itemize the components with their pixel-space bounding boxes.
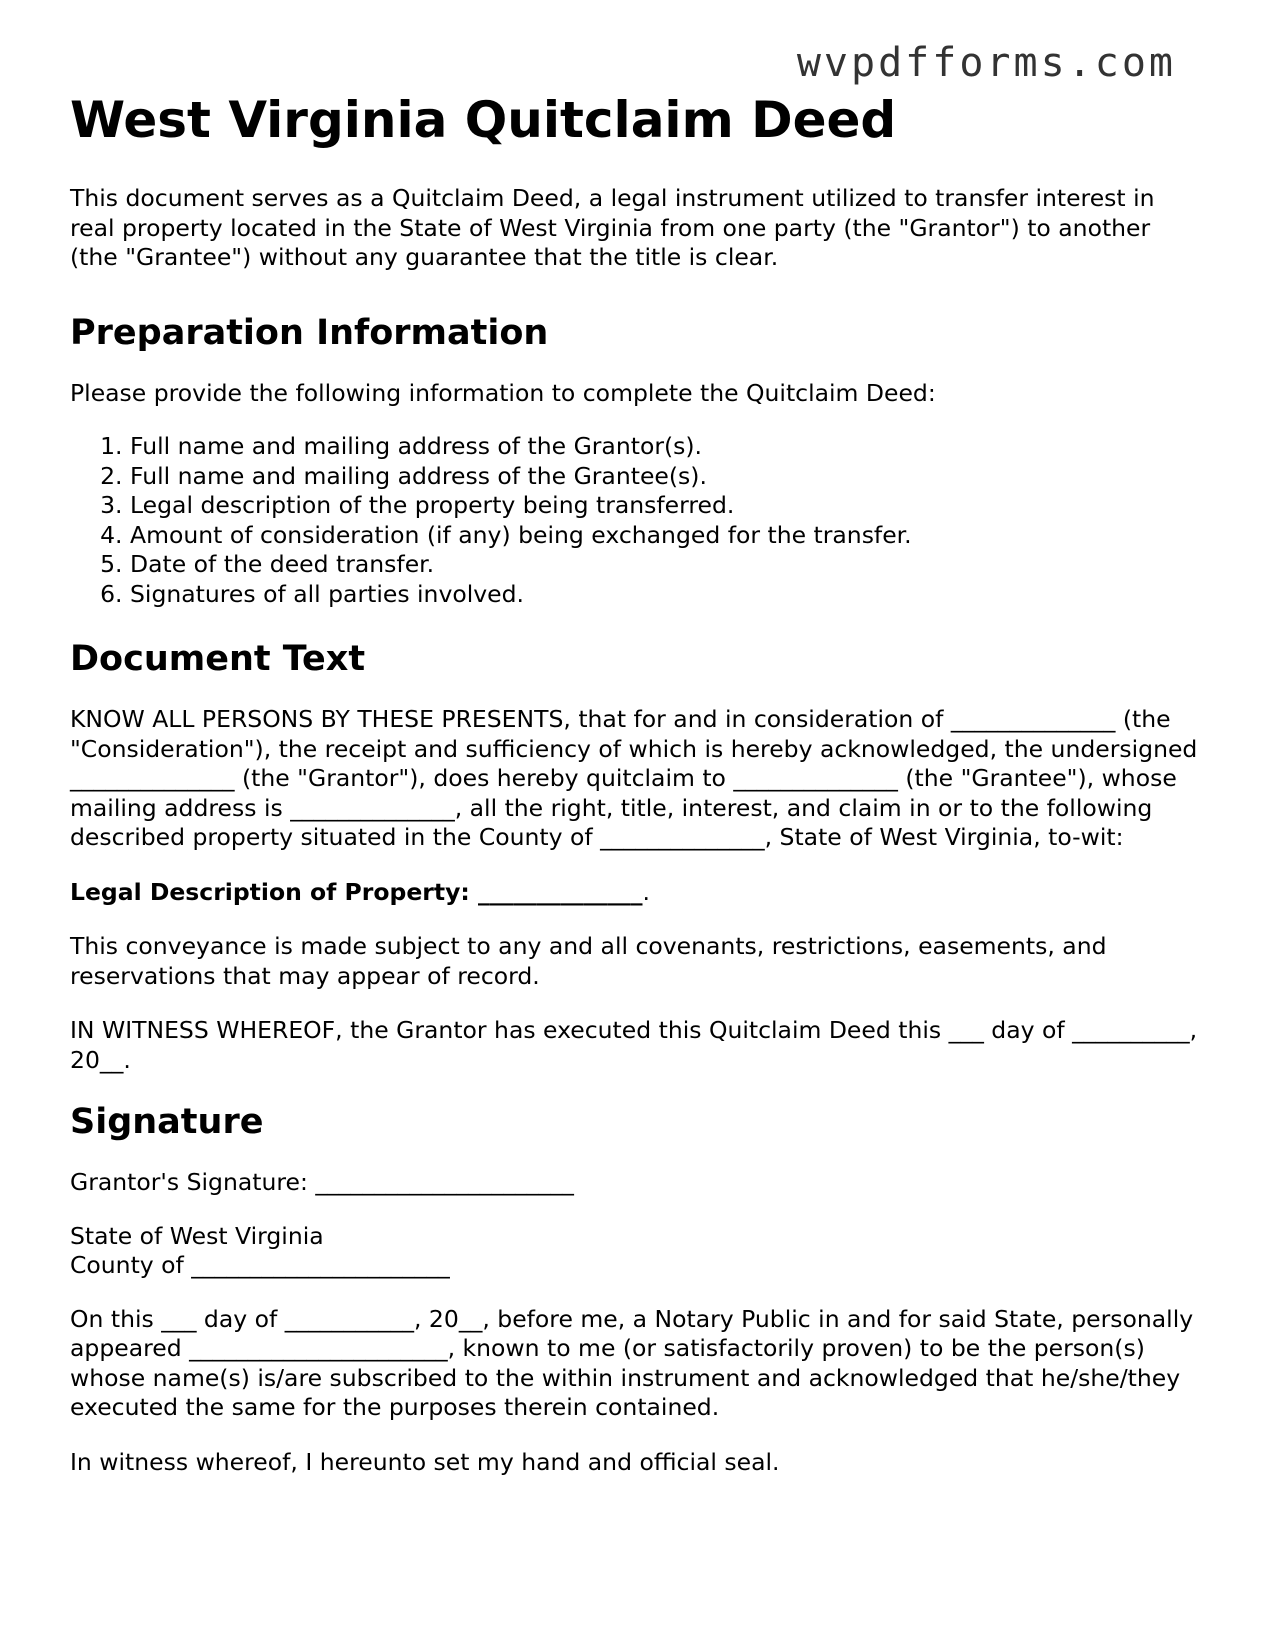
list-item: 5. Date of the deed transfer. xyxy=(130,550,1200,580)
state-county-block xyxy=(70,1222,1200,1281)
legal-description-line xyxy=(70,878,1200,908)
document-text-heading: Document Text xyxy=(70,639,366,679)
witness-paragraph: IN WITNESS WHEREOF, the Grantor has executed this Quitclaim Deed this ___ day of __________, 20__. xyxy=(70,1016,1198,1074)
legal-description-label: Legal Description of Property: ______________ xyxy=(70,877,643,906)
intro-paragraph: This document serves as a Quitclaim Deed, a legal instrument utilized to transfer interest in real property located in the State of West Virginia from one party (the "Grantor") to another (the "Grantee") without any guarantee that the title is clear. xyxy=(70,184,1155,271)
list-item: 4. Amount of consideration (if any) being exchanged for the transfer. xyxy=(130,521,1200,551)
conveyance-paragraph: This conveyance is made subject to any and all covenants, restrictions, easements, and reservations that may appear of record. xyxy=(70,932,1107,990)
list-item: 6. Signatures of all parties involved. xyxy=(130,580,1200,610)
consideration-paragraph: KNOW ALL PERSONS BY THESE PRESENTS, that for and in consideration of ______________ (the "Consideration"), the receipt and sufficiency of which is hereby acknowledged, the undersigned ______________ (the "Grantor"), does hereby quitclaim to ______________ (the "Grantee"), whose mailing address is ______________, all the right, title, interest, and claim in or to the following described property situated in the County of ______________, State of West Virginia, to-wit: xyxy=(70,705,1198,851)
list-item: 1. Full name and mailing address of the Grantor(s). xyxy=(130,432,1200,462)
county-line: County of ______________________ xyxy=(70,1251,450,1279)
state-line: State of West Virginia xyxy=(70,1221,324,1250)
preparation-lead: Please provide the following information to complete the Quitclaim Deed: xyxy=(70,378,936,407)
closing-statement: In witness whereof, I hereunto set my hand and official seal. xyxy=(70,1447,780,1476)
legal-description-suffix: . xyxy=(642,877,650,906)
watermark: wvpdfforms.com xyxy=(796,40,1176,86)
document-page xyxy=(70,84,1200,1502)
list-item: 3. Legal description of the property being transferred. xyxy=(130,491,1200,521)
preparation-heading: Preparation Information xyxy=(70,312,549,353)
list-item: 2. Full name and mailing address of the Grantee(s). xyxy=(130,462,1200,492)
notary-paragraph: On this ___ day of ___________, 20__, before me, a Notary Public in and for said State, personally appeared ______________________, known to me (or satisfactorily proven) to be the person(s) whose name(s) is/are subscribed to the within instrument and acknowledged that he/she/they executed the same for the purposes therein contained. xyxy=(70,1304,1194,1421)
document-title: West Virginia Quitclaim Deed xyxy=(70,91,897,149)
preparation-list xyxy=(70,432,1200,609)
grantor-signature-line: Grantor's Signature: ______________________ xyxy=(70,1168,574,1196)
signature-heading: Signature xyxy=(70,1102,264,1142)
